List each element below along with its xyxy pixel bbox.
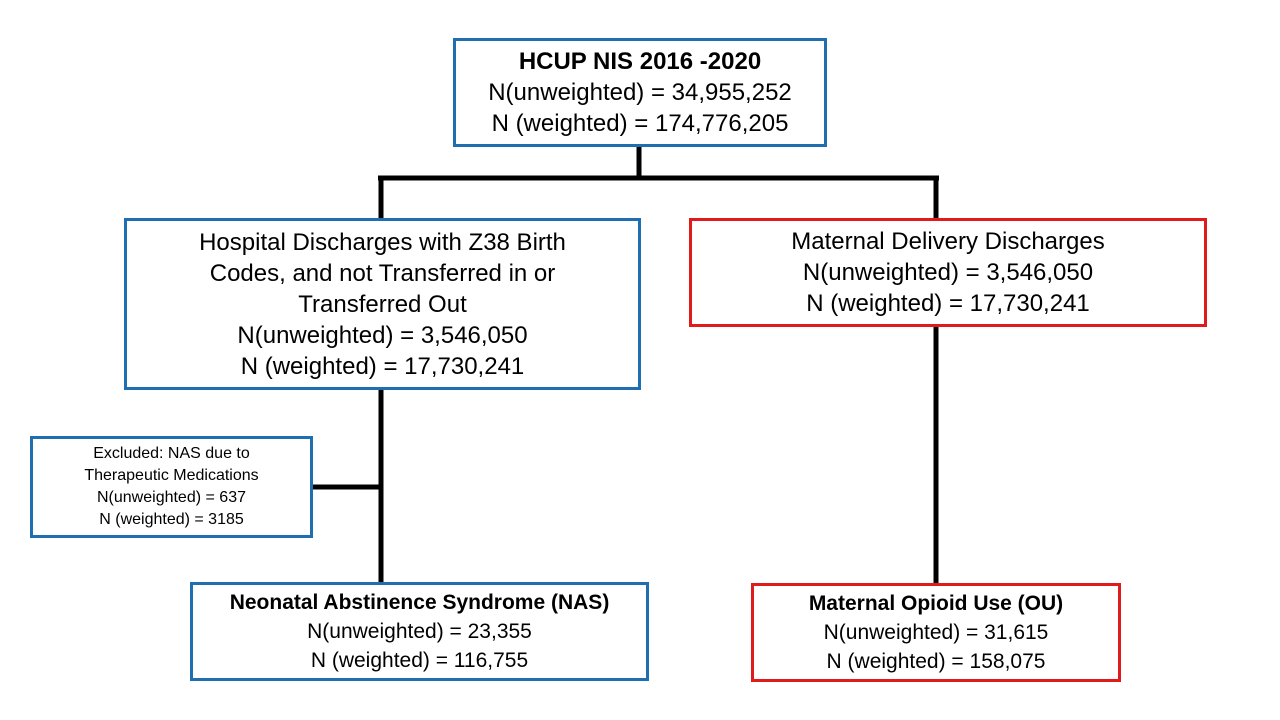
opioid-use-weighted: N (weighted) = 158,075 bbox=[826, 650, 1046, 673]
maternal-delivery-box bbox=[689, 218, 1207, 327]
nas-unweighted: N(unweighted) = 23,355 bbox=[307, 620, 532, 643]
root-unweighted: N(unweighted) = 34,955,252 bbox=[488, 79, 792, 106]
hospital-weighted: N (weighted) = 17,730,241 bbox=[240, 352, 525, 380]
opioid-use-unweighted: N(unweighted) = 31,615 bbox=[823, 621, 1049, 644]
hospital-line-1: Hospital Discharges with Z38 Birth bbox=[199, 228, 566, 256]
opioid-use-box bbox=[751, 583, 1121, 682]
excluded-line-1: Excluded: NAS due to bbox=[93, 445, 250, 462]
excluded-line-2: Therapeutic Medications bbox=[84, 467, 259, 484]
opioid-use-title: Maternal Opioid Use (OU) bbox=[808, 592, 1064, 615]
root-box bbox=[453, 38, 827, 147]
root-weighted: N (weighted) = 174,776,205 bbox=[491, 110, 789, 137]
hospital-discharges-box bbox=[124, 218, 641, 390]
excluded-unweighted: N(unweighted) = 637 bbox=[97, 489, 246, 506]
hospital-line-2: Codes, and not Transferred in or bbox=[209, 259, 556, 287]
hospital-unweighted: N(unweighted) = 3,546,050 bbox=[237, 321, 528, 349]
nas-weighted: N (weighted) = 116,755 bbox=[310, 649, 529, 672]
excluded-box bbox=[30, 436, 313, 538]
hospital-line-3: Transferred Out bbox=[298, 290, 467, 318]
maternal-delivery-unweighted: N(unweighted) = 3,546,050 bbox=[802, 259, 1094, 286]
maternal-delivery-weighted: N (weighted) = 17,730,241 bbox=[806, 290, 1090, 317]
maternal-delivery-title: Maternal Delivery Discharges bbox=[791, 228, 1105, 255]
nas-box bbox=[190, 582, 649, 681]
root-title: HCUP NIS 2016 -2020 bbox=[518, 48, 762, 75]
nas-title: Neonatal Abstinence Syndrome (NAS) bbox=[229, 591, 610, 614]
excluded-weighted: N (weighted) = 3185 bbox=[99, 511, 244, 528]
